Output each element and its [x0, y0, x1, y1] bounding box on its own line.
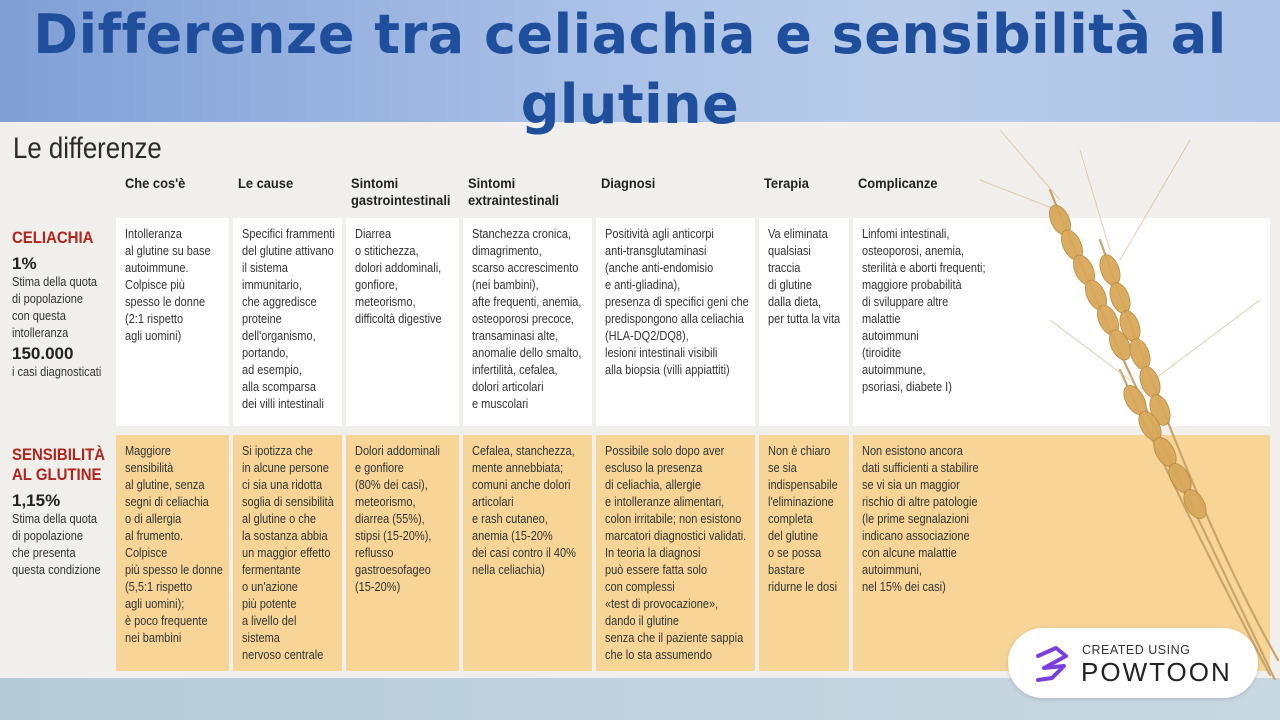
table-cell	[463, 218, 592, 426]
table-cell	[346, 218, 459, 426]
cell-text: Stanchezza cronica, dimagrimento, scarso accrescimento (nei bambini), afte frequenti, anemia, osteoporosi precoce, transaminasi alte, anomalie dello smalto, infertilità, cefalea, dolori articolari e muscolari	[472, 227, 582, 411]
row-description: Stima della quota di popolazione con questa intolleranza	[12, 275, 98, 340]
infographic-title: Le differenze	[13, 132, 162, 165]
row-percent: 1%	[12, 254, 37, 273]
row-percent: 1,15%	[12, 491, 61, 510]
column-header-terapia: Terapia	[764, 175, 809, 191]
slide-title: Differenze tra celiachia e sensibilità al glutine	[33, 3, 1227, 136]
table-cell	[233, 218, 342, 426]
cell-text: Cefalea, stanchezza, mente annebbiata; comuni anche dolori articolari e rash cutaneo, anemia (15-20% dei casi contro il 40% nella celiachia)	[472, 444, 576, 577]
cell-text: Maggiore sensibilità al glutine, senza segni di celiachia o di allergia al frumento. Colpisce più spesso le donne (5,5:1 rispetto agli uomini); è poco frequente nei bambini	[125, 444, 223, 645]
badge-brand: POWTOON	[1081, 657, 1232, 687]
cell-text: Non è chiaro se sia indispensabile l'eliminazione completa del glutine o se possa bastare ridurne le dosi	[768, 444, 838, 594]
row-description: Stima della quota di popolazione che presenta questa condizione	[12, 512, 101, 577]
cell-text: Possibile solo dopo aver escluso la presenza di celiachia, allergie e intolleranze alimentari, colon irritabile; non esistono marcatori diagnostici validati. In teoria la diagnosi può essere fatta solo con complessi «test di provocazione», dando il glutine senza che il paziente sappia che lo sta assumendo	[605, 444, 747, 662]
table-cell	[346, 435, 459, 671]
table-cell	[233, 435, 342, 671]
cell-text: Specifici frammenti del glutine attivano il sistema immunitario, che aggredisce proteine dell'organismo, portando, ad esempio, alla scomparsa dei villi intestinali	[242, 227, 335, 411]
cell-text: Diarrea o stitichezza, dolori addominali, gonfiore, meteorismo, difficoltà digestive	[355, 227, 442, 326]
cell-text: Va eliminata qualsiasi traccia di glutine dalla dieta, per tutta la vita	[768, 227, 841, 326]
row-count-description: i casi diagnosticati	[12, 365, 102, 379]
column-header-sintomi-extra: Sintomi extraintestinali	[468, 175, 559, 208]
cell-text: Si ipotizza che in alcune persone ci sia una ridotta soglia di sensibilità al glutine o che la sostanza abbia un maggior effetto fermentante o un'azione più potente a livello del sistema nervoso centrale	[242, 444, 334, 662]
table-cell	[596, 435, 755, 671]
table-cell	[463, 435, 592, 671]
column-header-sintomi-gastro: Sintomi gastrointestinali	[351, 175, 451, 208]
row-count: 150.000	[12, 344, 74, 363]
row-name: CELIACHIA	[12, 228, 94, 247]
table-cell	[116, 435, 229, 671]
column-header-che-cos-e: Che cos'è	[125, 175, 186, 191]
cell-text: Intolleranza al glutine su base autoimmune. Colpisce più spesso le donne (2:1 rispetto agli uomini)	[125, 227, 211, 343]
powtoon-logo-icon	[1030, 642, 1074, 686]
column-header-cause: Le cause	[238, 175, 294, 191]
row-label-sensibilita	[12, 445, 122, 579]
table-cell	[759, 435, 849, 671]
cell-text: Non esistono ancora dati sufficienti a stabilire se vi sia un maggior rischio di altre patologie (le prime segnalazioni indicano associazione con alcune malattie autoimmuni, nel 15% dei casi)	[862, 444, 979, 594]
cell-text: Positività agli anticorpi anti-transglutaminasi (anche anti-endomisio e anti-gliadina), presenza di specifici geni che predispongono alla celiachia (HLA-DQ2/DQ8), lesioni intestinali visibili alla biopsia (villi appiattiti)	[605, 227, 749, 377]
badge-subtitle: CREATED USING	[1082, 643, 1191, 657]
column-header-diagnosi: Diagnosi	[601, 175, 656, 191]
column-header-complicanze: Complicanze	[858, 175, 938, 191]
table-cell	[596, 218, 755, 426]
table-cell	[116, 218, 229, 426]
cell-text: Linfomi intestinali, osteoporosi, anemia, sterilità e aborti frequenti; maggiore probabilità di sviluppare altre malattie autoimmuni (tiroidite autoimmune, psoriasi, diabete I)	[862, 227, 986, 394]
row-name: SENSIBILITÀ AL GLUTINE	[12, 445, 106, 484]
table-cell	[853, 218, 1270, 426]
cell-text: Dolori addominali e gonfiore (80% dei casi), meteorismo, diarrea (55%), stipsi (15-20%), reflusso gastroesofageo (15-20%)	[355, 444, 440, 594]
row-label-celiachia	[12, 228, 122, 381]
table-cell	[759, 218, 849, 426]
powtoon-badge[interactable]	[1008, 628, 1258, 698]
